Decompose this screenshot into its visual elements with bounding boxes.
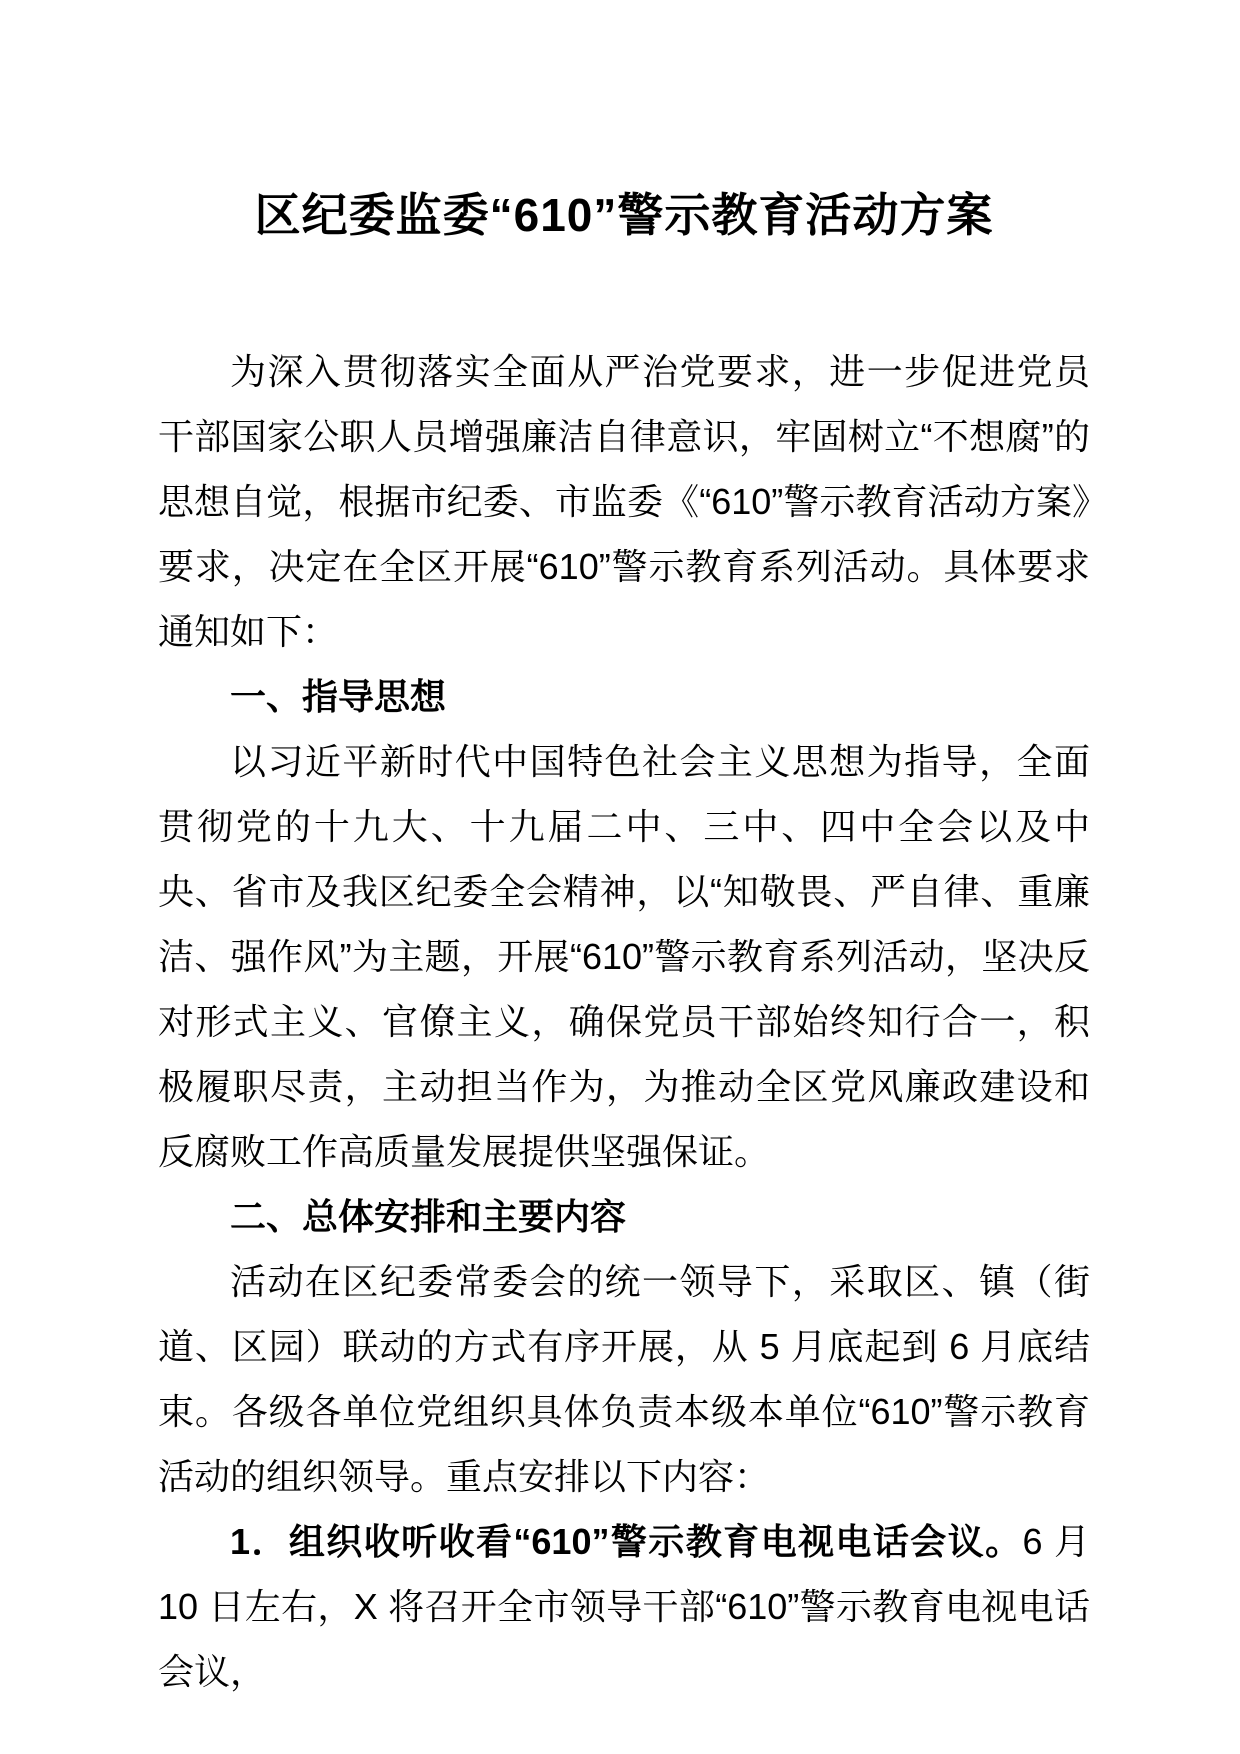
body-paragraph: 活动在区纪委常委会的统一领导下，采取区、镇（街道、区园）联动的方式有序开展，从 5 月底起到 6 月底结束。各级各单位党组织具体负责本级本单位“610”警示教育活动的组织领导。重点安排以下内容：	[158, 1261, 1090, 1497]
item-lead-bold-text: 1．组织收听收看“610”警示教育电视电话会议。	[230, 1521, 1023, 1562]
section-heading: 一、指导思想	[230, 676, 447, 717]
document-body	[158, 339, 1090, 1704]
body-paragraph: 以习近平新时代中国特色社会主义思想为指导，全面贯彻党的十九大、十九届二中、三中、四中全会以及中央、省市及我区纪委全会精神，以“知敬畏、严自律、重廉洁、强作风”为主题，开展“610”警示教育系列活动，坚决反对形式主义、官僚主义，确保党员干部始终知行合一，积极履职尽责，主动担当作为，为推动全区党风廉政建设和反腐败工作高质量发展提供坚强保证。	[158, 741, 1090, 1172]
body-paragraph: 为深入贯彻落实全面从严治党要求，进一步促进党员干部国家公职人员增强廉洁自律意识，牢固树立“不想腐”的思想自觉，根据市纪委、市监委《“610”警示教育活动方案》要求，决定在全区开展“610”警示教育系列活动。具体要求通知如下：	[158, 351, 1090, 652]
item-body-text: 6 月 10 日左右，X 将召开全市领导干部“610”警示教育电视电话会议，	[158, 1521, 1090, 1692]
numbered-item-paragraph	[158, 1509, 1090, 1704]
section-heading: 二、总体安排和主要内容	[230, 1196, 627, 1237]
document-title: 区纪委监委“610”警示教育活动方案	[254, 189, 994, 241]
